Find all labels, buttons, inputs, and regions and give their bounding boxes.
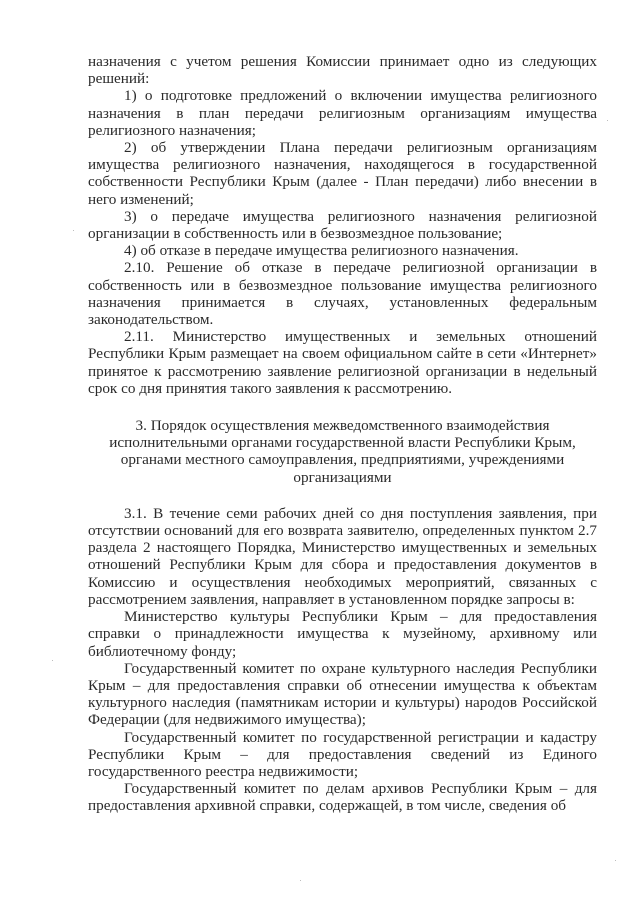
section-heading-line: исполнительными органами государственной власти Республики Крым, <box>109 434 576 452</box>
paragraph-item-1: 1) о подготовке предложений о включении имущества религиозного назначения в план передачи религиозным организациям имущества религиозного назначения; <box>88 87 597 139</box>
paragraph-item-2: 2) об утверждении Плана передачи религиозным организациям имущества религиозного назначения, находящегося в государственной собственности Республики Крым (далее - План передачи) либо внесении в него изменений; <box>88 139 597 208</box>
scan-speck <box>607 120 608 121</box>
section-3-heading <box>88 417 597 486</box>
paragraph-2-10: 2.10. Решение об отказе в передаче религиозной организации в собственность или в безвозмездное пользование имущества религиозного назначения принимается в случаях, установленных федеральным законодательством. <box>88 259 597 329</box>
paragraph-registry-committee: Государственный комитет по государственной регистрации и кадастру Республики Крым – для предоставления сведений из Единого государственного реестра недвижимости; <box>88 728 597 780</box>
paragraph-2-11: 2.11. Министерство имущественных и земельных отношений Республики Крым размещает на своем официальном сайте в сети «Интернет» принятое к рассмотрению заявление религиозной организации в недельный срок со дня принятия такого заявления к рассмотрению. <box>88 328 597 397</box>
scan-speck <box>73 230 74 231</box>
scan-speck <box>615 860 616 861</box>
paragraph-3-1: 3.1. В течение семи рабочих дней со дня поступления заявления, при отсутствии оснований для его возврата заявителю, определенных пунктом 2.7 раздела 2 настоящего Порядка, Министерство имущественных и земельных отношений Республики Крым для сбора и предоставления документов в Комиссию и осуществления необходимых мероприятий, связанных с рассмотрением заявления, направляет в установленном порядке запросы в: <box>88 504 597 608</box>
section-heading-line: организациями <box>293 468 392 486</box>
scan-speck <box>52 660 53 661</box>
paragraph-continuation: назначения с учетом решения Комиссии принимает одно из следующих решений: <box>88 53 597 88</box>
section-heading-line: 3. Порядок осуществления межведомственного взаимодействия <box>135 417 550 435</box>
scan-speck <box>300 880 301 881</box>
paragraph-ministry-culture: Министерство культуры Республики Крым – для предоставления справки о принадлежности имущества к музейному, архивному или библиотечному фонду; <box>88 608 597 660</box>
document-body <box>88 53 597 815</box>
paragraph-archive-committee: Государственный комитет по делам архивов Республики Крым – для предоставления архивной справки, содержащей, в том числе, сведения об <box>88 780 597 815</box>
paragraph-item-3: 3) о передаче имущества религиозного назначения религиозной организации в собственность или в безвозмездное пользование; <box>88 207 597 243</box>
paragraph-heritage-committee: Государственный комитет по охране культурного наследия Республики Крым – для предоставления справки об отнесении имущества к объектам культурного наследия (памятникам истории и культуры) народов Российской Федерации (для недвижимого имущества); <box>88 659 597 729</box>
paragraph-item-4: 4) об отказе в передаче имущества религиозного назначения. <box>124 242 519 260</box>
section-heading-line: органами местного самоуправления, предприятиями, учреждениями <box>120 451 565 469</box>
